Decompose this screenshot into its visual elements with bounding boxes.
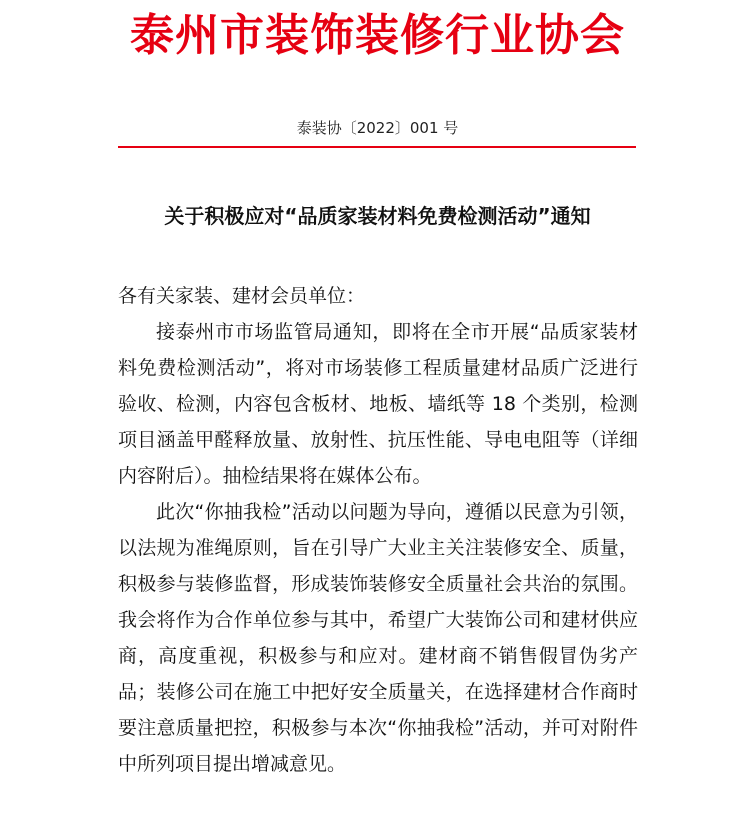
notice-body: [118, 278, 638, 782]
body-paragraph-1: 接泰州市市场监管局通知，即将在全市开展“品质家装材料免费检测活动”，将对市场装修工程质量建材品质广泛进行验收、检测，内容包含板材、地板、墙纸等 18 个类别，检测项目涵盖甲醛释放量、放射性、抗压性能、导电电阻等（详细内容附后）。抽检结果将在媒体公布。: [118, 321, 638, 487]
organization-title: 泰州市装饰装修行业协会: [130, 10, 625, 61]
red-divider-line: [118, 146, 636, 148]
salutation: 各有关家装、建材会员单位：: [118, 285, 366, 307]
body-paragraph-2: 此次“你抽我检”活动以问题为导向，遵循以民意为引领，以法规为准绳原则，旨在引导广大业主关注装修安全、质量，积极参与装修监督，形成装饰装修安全质量社会共治的氛围。我会将作为合作单位参与其中，希望广大装饰公司和建材供应商，高度重视，积极参与和应对。建材商不销售假冒伪劣产品；装修公司在施工中把好安全质量关，在选择建材合作商时要注意质量把控，积极参与本次“你抽我检”活动，并可对附件中所列项目提出增减意见。: [118, 501, 638, 775]
notice-title: 关于积极应对“品质家装材料免费检测活动”通知: [164, 204, 591, 228]
document-number: 泰装协〔2022〕001 号: [296, 119, 459, 137]
